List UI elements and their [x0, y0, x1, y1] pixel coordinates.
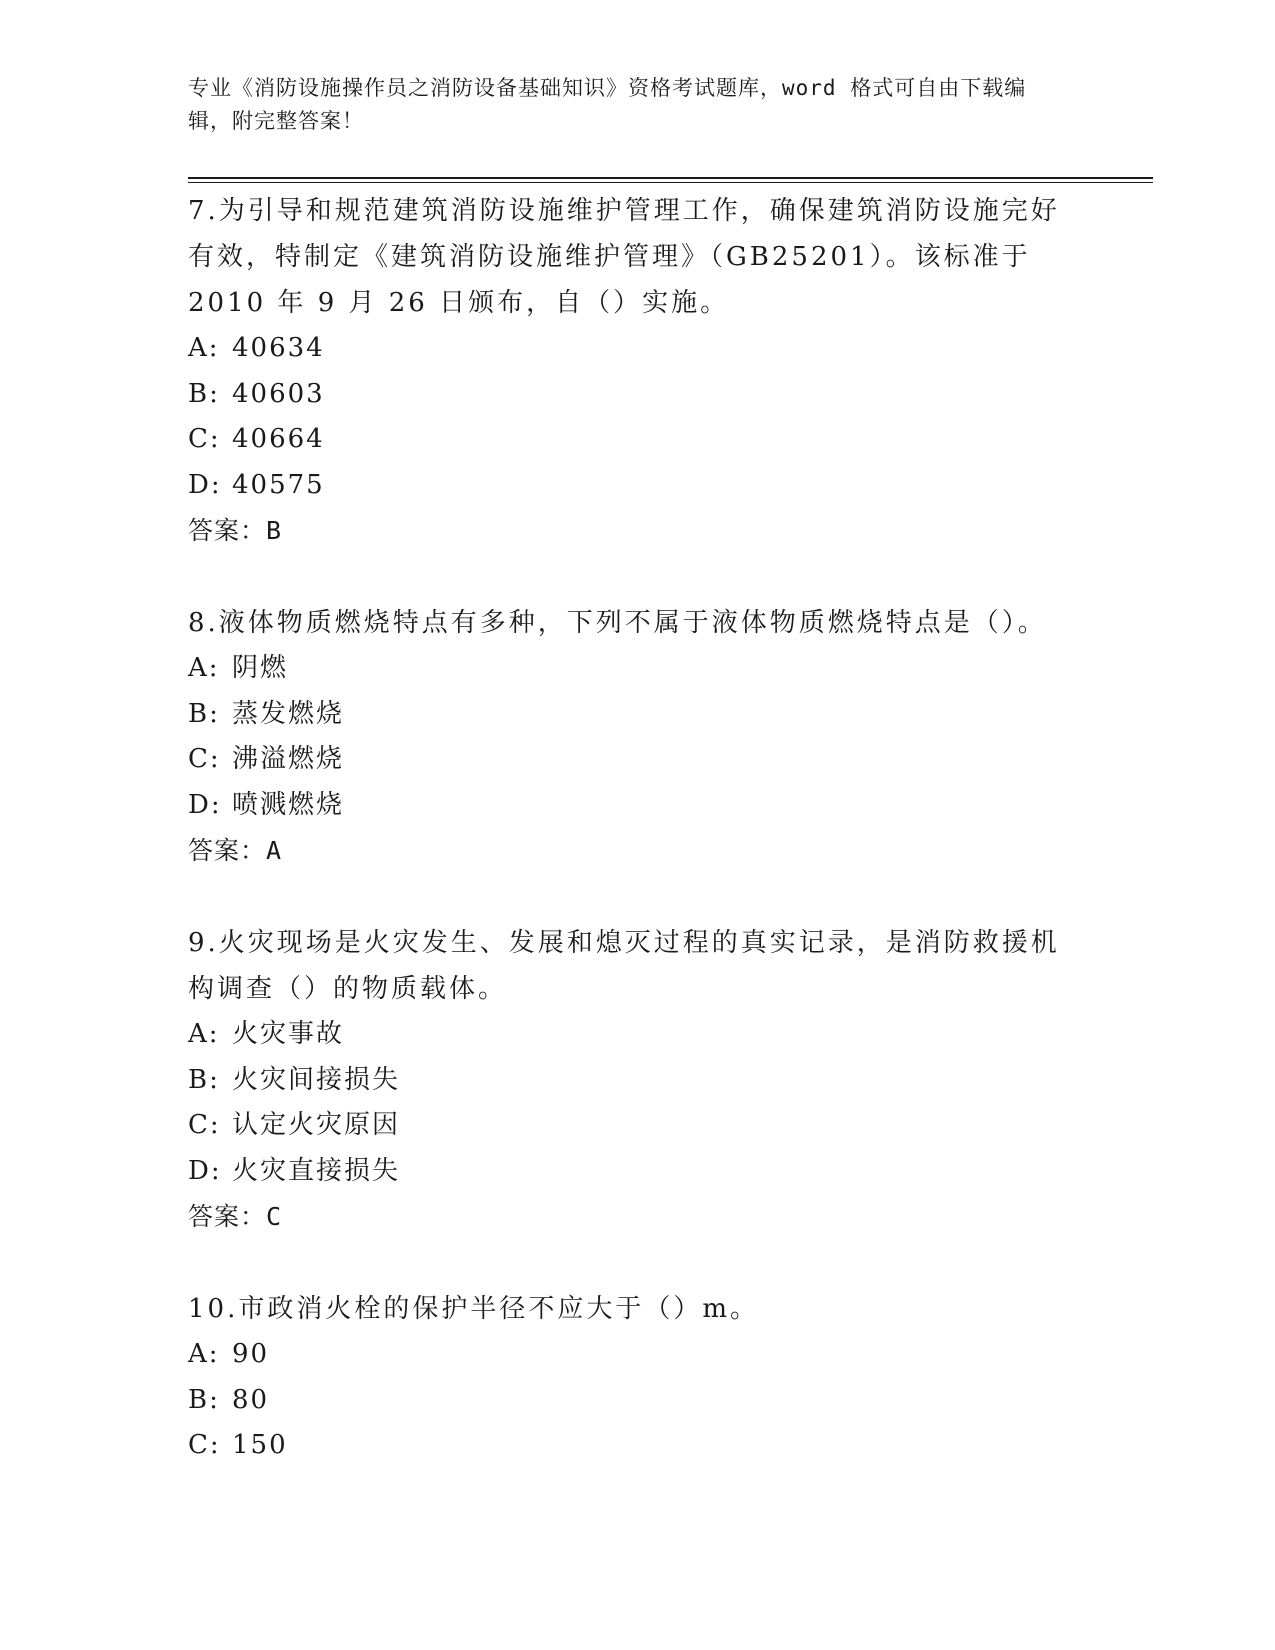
option-text: 40634 — [232, 333, 325, 363]
option-text: 沸溢燃烧 — [232, 744, 345, 774]
option-c — [188, 737, 1088, 783]
question-stem: 10.市政消火栓的保护半径不应大于（）m。 — [188, 1294, 760, 1324]
option-text: 80 — [232, 1384, 270, 1415]
question-stem: 9.火灾现场是火灾发生、发展和熄灭过程的真实记录，是消防救援机构调查（）的物质载体。 — [188, 928, 1060, 1004]
option-text: 阴燃 — [232, 653, 289, 683]
header-divider-thick — [188, 177, 1153, 179]
option-b — [188, 372, 1088, 418]
option-letter: A: — [188, 1339, 220, 1369]
option-letter: A: — [188, 1019, 220, 1049]
option-text: 火灾间接损失 — [232, 1064, 401, 1095]
option-a — [188, 1012, 1088, 1058]
option-text: 40664 — [232, 424, 325, 454]
option-letter: B: — [188, 378, 220, 409]
option-letter: D: — [188, 1155, 222, 1186]
header-divider-thin — [188, 182, 1153, 183]
option-text: 40575 — [232, 469, 325, 500]
question-9 — [188, 920, 1088, 1239]
option-letter: B: — [188, 698, 220, 729]
option-b — [188, 1058, 1088, 1104]
option-text: 蒸发燃烧 — [232, 698, 345, 729]
answer-line: 答案：B — [188, 516, 283, 545]
document-header: 专业《消防设施操作员之消防设备基础知识》资格考试题库，word 格式可自由下载编辑，附完整答案！ — [188, 76, 1027, 133]
answer-line: 答案：C — [188, 1202, 283, 1231]
option-c — [188, 417, 1088, 463]
option-b — [188, 1378, 1088, 1424]
option-letter: A: — [188, 653, 220, 683]
option-text: 90 — [232, 1339, 270, 1369]
option-letter: C: — [188, 1430, 221, 1460]
option-d — [188, 1149, 1088, 1195]
option-text: 喷溅燃烧 — [232, 789, 345, 820]
option-text: 火灾直接损失 — [232, 1155, 401, 1186]
option-a — [188, 326, 1088, 372]
option-letter: C: — [188, 744, 221, 774]
answer-line: 答案：A — [188, 836, 283, 865]
question-stem: 7.为引导和规范建筑消防设施维护管理工作，确保建筑消防设施完好有效，特制定《建筑消防设施维护管理》（GB25201）。该标准于 2010 年 9 月 26 日颁布，自（）实施。 — [188, 196, 1060, 318]
option-b — [188, 692, 1088, 738]
option-text: 40603 — [232, 378, 325, 409]
option-d — [188, 463, 1088, 509]
option-d — [188, 783, 1088, 829]
option-a — [188, 1332, 1088, 1378]
option-a — [188, 646, 1088, 692]
question-10 — [188, 1286, 1088, 1469]
question-8 — [188, 600, 1088, 873]
question-7 — [188, 188, 1088, 553]
option-text: 认定火灾原因 — [232, 1110, 401, 1140]
option-letter: D: — [188, 469, 222, 500]
option-letter: D: — [188, 789, 222, 820]
option-text: 150 — [232, 1430, 288, 1460]
question-stem: 8.液体物质燃烧特点有多种，下列不属于液体物质燃烧特点是（）。 — [188, 608, 1047, 638]
option-c — [188, 1103, 1088, 1149]
option-letter: C: — [188, 424, 221, 454]
option-letter: B: — [188, 1384, 220, 1415]
option-letter: B: — [188, 1064, 220, 1095]
option-letter: C: — [188, 1110, 221, 1140]
option-text: 火灾事故 — [232, 1019, 345, 1049]
option-c — [188, 1423, 1088, 1469]
option-letter: A: — [188, 333, 220, 363]
question-list — [188, 188, 1088, 1516]
